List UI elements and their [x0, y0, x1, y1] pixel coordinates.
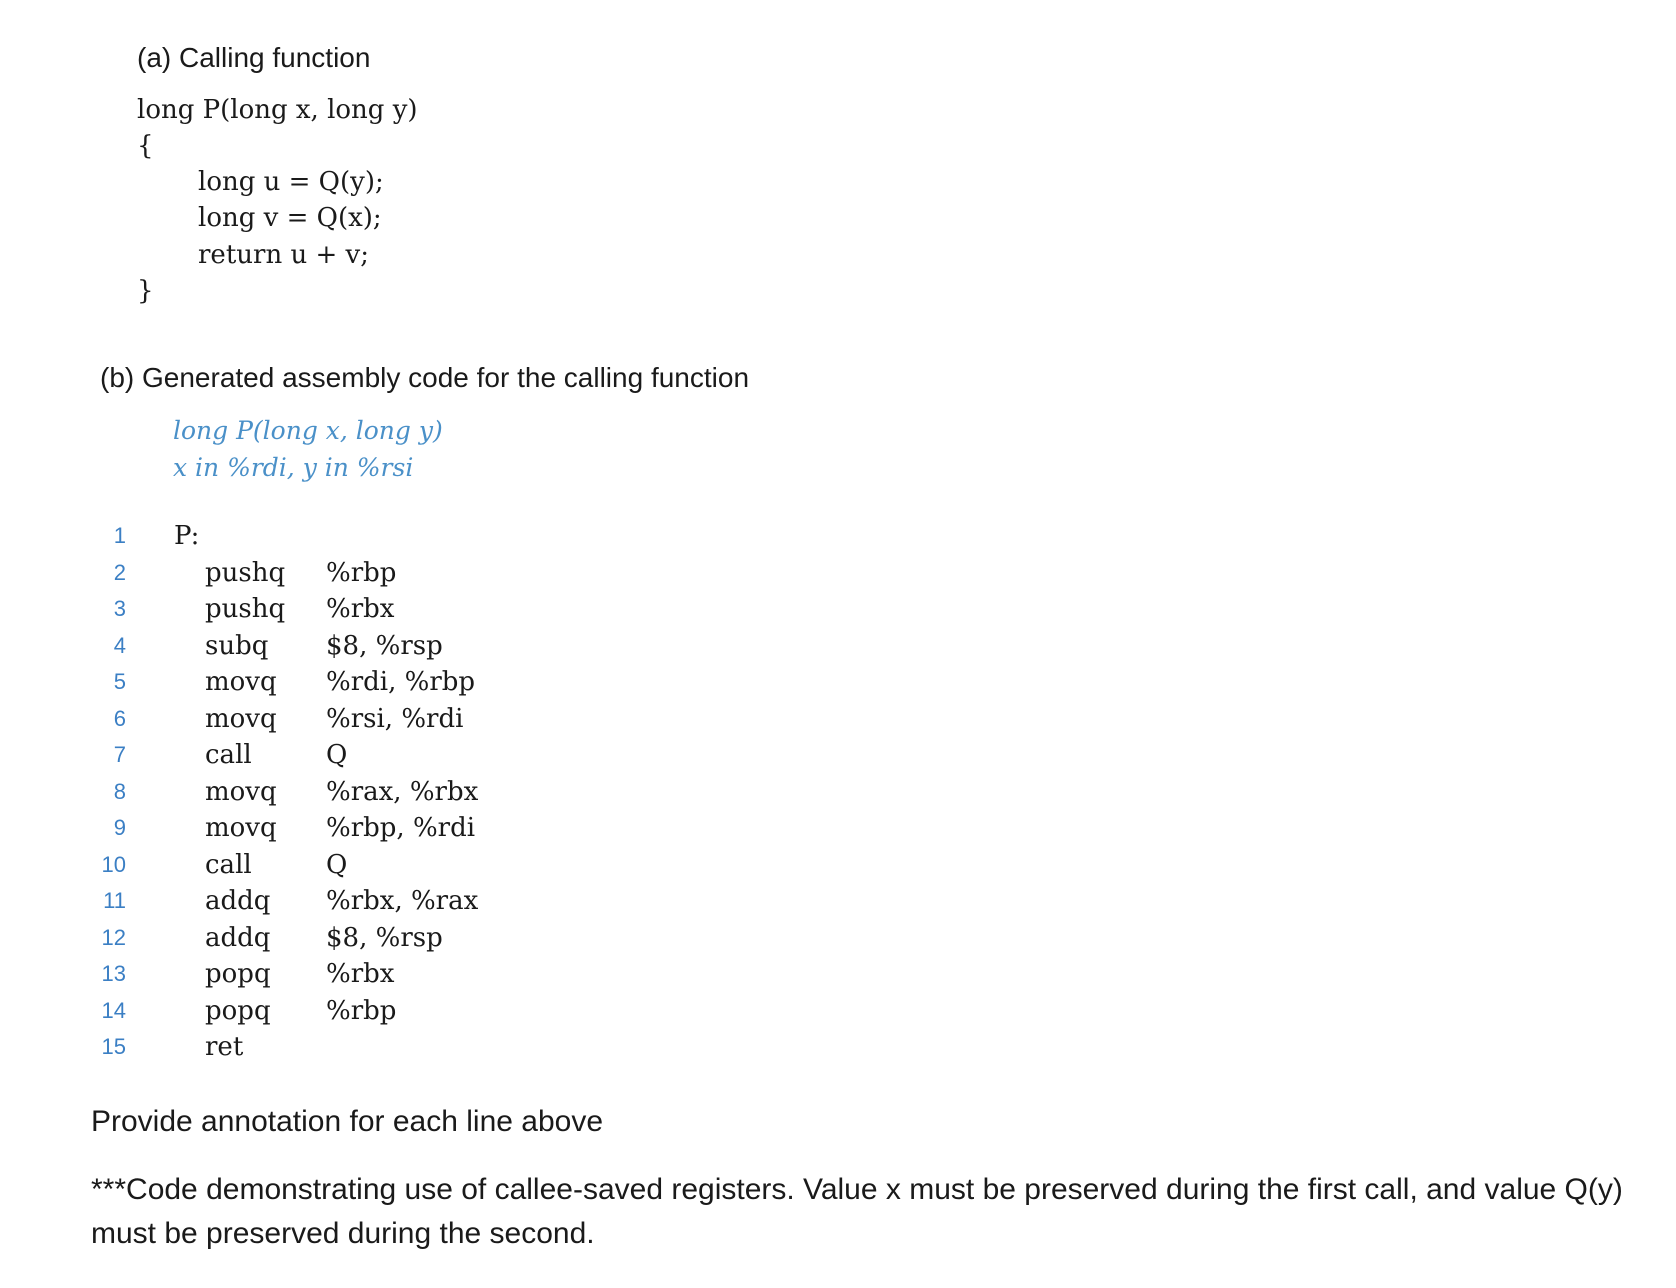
line-number: 10	[101, 852, 126, 877]
asm-row	[0, 1029, 700, 1065]
asm-row	[0, 956, 700, 992]
line-number: 12	[101, 925, 126, 950]
asm-row	[0, 701, 700, 737]
c-code-line: long P(long x, long y)	[137, 95, 418, 125]
line-number: 14	[101, 998, 126, 1023]
c-code-line: }	[137, 276, 154, 306]
asm-opcode: pushq	[205, 594, 286, 624]
section-b-title: (b) Generated assembly code for the calling function	[100, 362, 750, 393]
asm-opcode: pushq	[205, 558, 286, 588]
line-number: 7	[113, 742, 126, 767]
asm-operands: %rbx	[326, 594, 395, 624]
asm-operands: %rbp	[326, 996, 397, 1026]
line-number: 6	[113, 706, 126, 731]
asm-opcode: call	[205, 740, 252, 770]
asm-opcode: popq	[205, 996, 271, 1026]
asm-row	[0, 774, 700, 810]
asm-opcode: movq	[205, 813, 277, 843]
asm-opcode: call	[205, 850, 252, 880]
asm-comment-line: long P(long x, long y)	[173, 416, 443, 445]
asm-opcode: movq	[205, 704, 277, 734]
asm-operands: Q	[326, 850, 348, 880]
asm-operands: %rsi, %rdi	[326, 704, 464, 734]
asm-row	[0, 847, 700, 883]
line-number: 1	[113, 523, 126, 548]
asm-row	[0, 628, 700, 664]
asm-operands: $8, %rsp	[326, 923, 443, 953]
annotation-prompt: Provide annotation for each line above	[91, 1105, 604, 1138]
line-number: 3	[113, 596, 126, 621]
asm-opcode: movq	[205, 667, 277, 697]
asm-row	[0, 883, 700, 919]
asm-operands: %rdi, %rbp	[326, 667, 476, 697]
asm-opcode: addq	[205, 923, 271, 953]
line-number: 4	[113, 633, 126, 658]
function-label: P:	[174, 521, 200, 551]
section-a-title: (a) Calling function	[137, 42, 371, 73]
asm-opcode: subq	[205, 631, 269, 661]
asm-opcode: movq	[205, 777, 277, 807]
c-code-line: long v = Q(x);	[198, 203, 382, 233]
asm-row	[0, 993, 700, 1029]
line-number: 9	[113, 815, 126, 840]
asm-operands: Q	[326, 740, 348, 770]
line-number: 2	[113, 560, 126, 585]
asm-operands: %rbx, %rax	[326, 886, 479, 916]
asm-operands: %rbp, %rdi	[326, 813, 476, 843]
c-code-line: return u + v;	[198, 240, 369, 270]
asm-row	[0, 920, 700, 956]
line-number: 13	[101, 961, 126, 986]
line-number: 15	[101, 1034, 126, 1059]
asm-opcode: ret	[205, 1032, 244, 1062]
asm-opcode: addq	[205, 886, 271, 916]
asm-opcode: popq	[205, 959, 271, 989]
callee-saved-note: ***Code demonstrating use of callee-saved registers. Value x must be preserved during the first call, and value Q(y) must be preserved during the second.	[91, 1173, 1623, 1250]
c-code-line: long u = Q(y);	[198, 167, 384, 197]
asm-row	[0, 555, 700, 591]
line-number: 8	[113, 779, 126, 804]
asm-operands: %rbp	[326, 558, 397, 588]
line-number: 11	[103, 888, 126, 913]
asm-operands: %rax, %rbx	[326, 777, 479, 807]
asm-row	[0, 810, 700, 846]
asm-operands: %rbx	[326, 959, 395, 989]
c-code-line: {	[137, 131, 154, 161]
asm-operands: $8, %rsp	[326, 631, 443, 661]
asm-row	[0, 518, 700, 554]
asm-row	[0, 737, 700, 773]
asm-comment-line: x in %rdi, y in %rsi	[173, 453, 414, 482]
line-number: 5	[113, 669, 126, 694]
asm-row	[0, 591, 700, 627]
asm-row	[0, 664, 700, 700]
